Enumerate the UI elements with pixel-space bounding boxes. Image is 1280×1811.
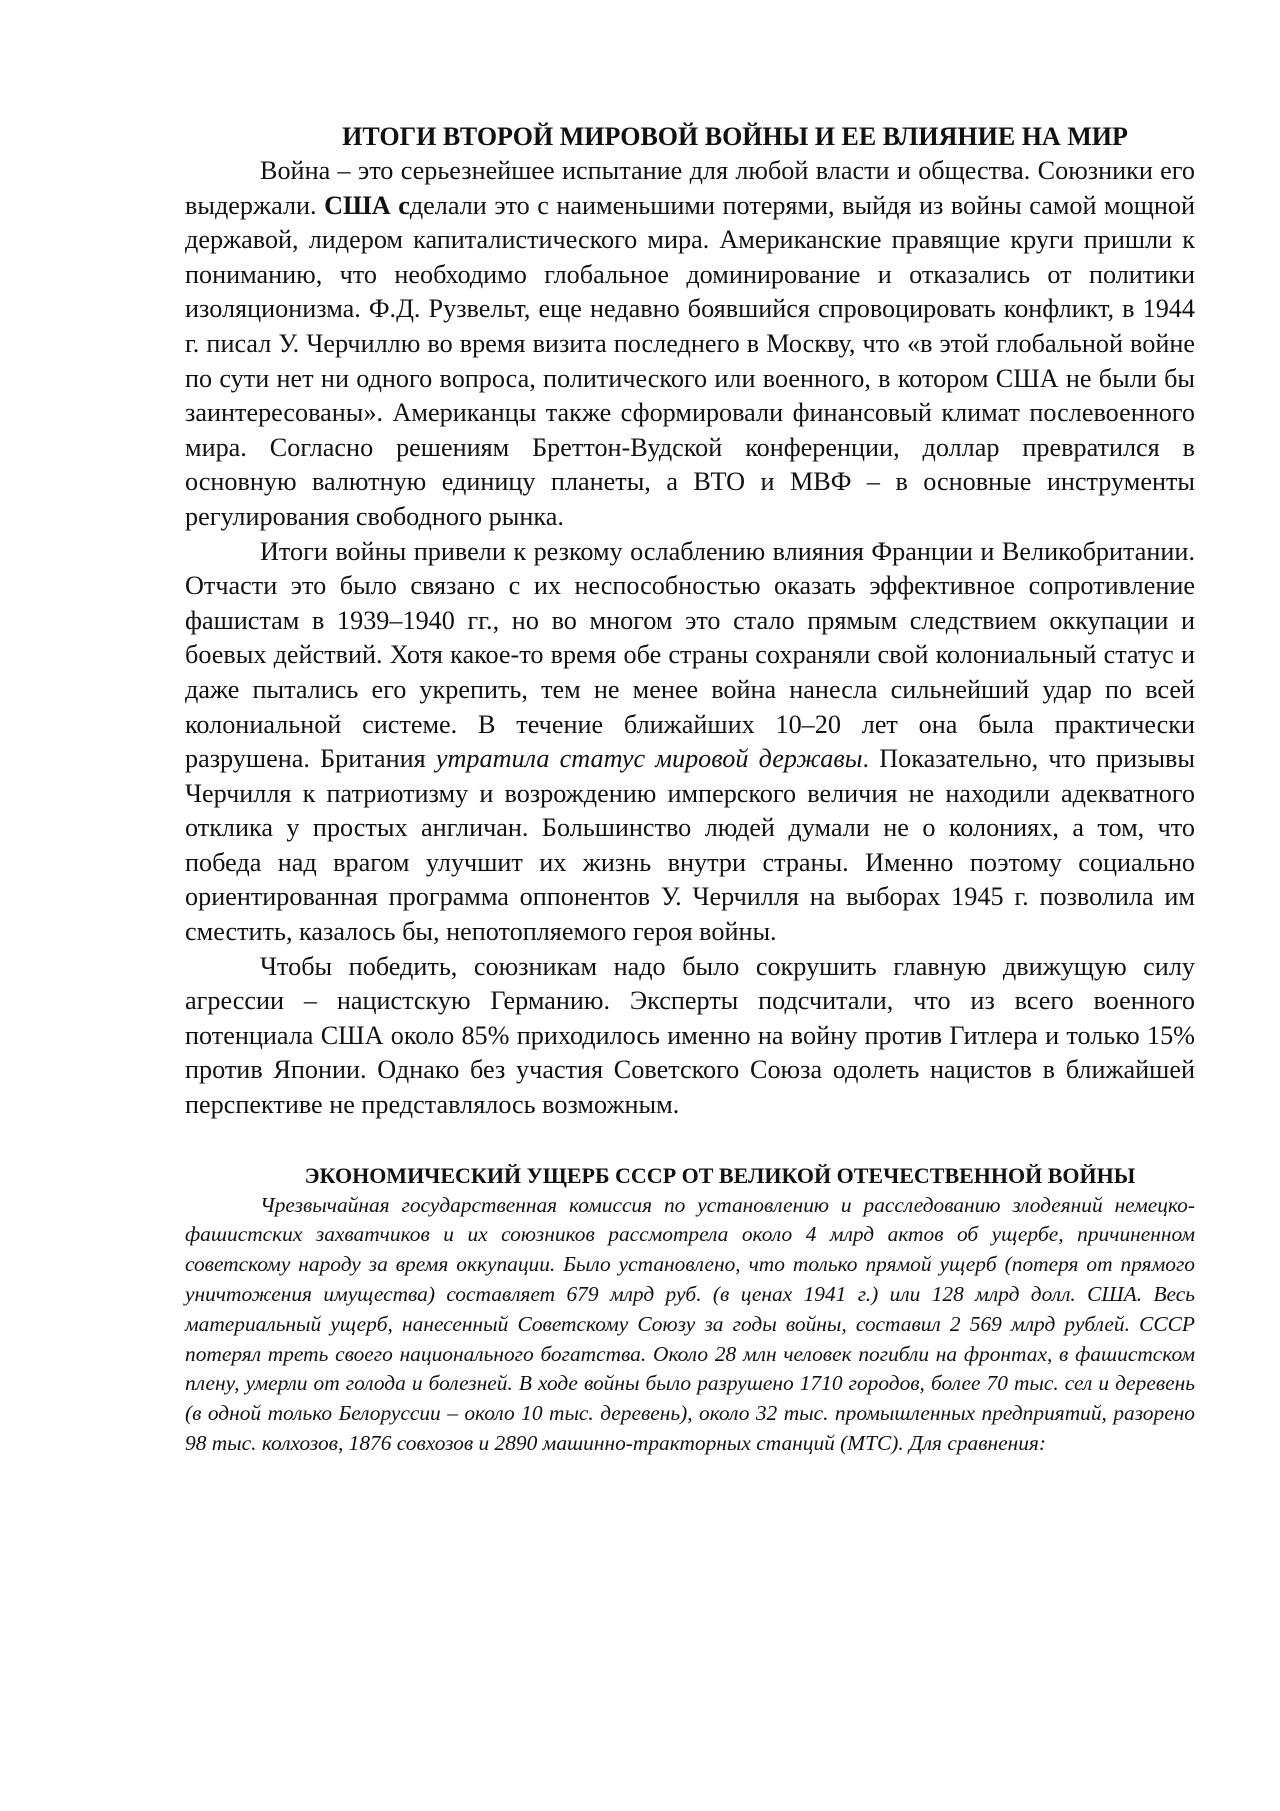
paragraph-usa-rest: делали это с наименьшими потерями, выйдя из войны самой мощной державой, лидером капиталистического мира. Американские правящие круги пришли к пониманию, что необходимо глобальное доминирование и отказались от политики изоляционизма. Ф.Д. Рузвельт, еще недавно боявшийся спровоцировать конфликт, в 1944 г. писал У. Черчиллю во время визита последнего в Москву, что «в этой глобальной войне по сути нет ни одного вопроса, политического или военного, в котором США не были бы заинтересованы». Американцы также сформировали финансовый климат послевоенного мира. Согласно решениям Бреттон-Вудской конференции, доллар превратился в основную валютную единицу планеты, а ВТО и МВФ – в основные инструменты регулирования свободного рынка. [185, 190, 1196, 531]
document-page [185, 120, 1195, 1459]
bold-usa: США с [324, 190, 410, 220]
paragraph-france-britain-start: Итоги войны привели к резкому ослаблению влияния Франции и Великобритании. Отчасти это было связано с их неспособностью оказать эффективное сопротивление фашистам в 1939–1940 гг., но во многом это стало прямым следствием оккупации и боевых действий. Хотя какое-то время обе страны сохраняли свой колониальный статус и даже пытались его укрепить, тем не менее война нанесла сильнейший удар по всей колониальной системе. В течение ближайших 10–20 лет она была практически разрушена. Британия [185, 536, 1195, 774]
section-subtitle: ЭКОНОМИЧЕСКИЙ УЩЕРБ СССР ОТ ВЕЛИКОЙ ОТЕЧЕСТВЕННОЙ ВОЙНЫ [304, 1162, 1136, 1188]
paragraph-germany: Чтобы победить, союзникам надо было сокрушить главную движущую силу агрессии – нацистскую Германию. Эксперты подсчитали, что из всего военного потенциала США около 85% приходилось именно на войну против Гитлера и только 15% против Японии. Однако без участия Советского Союза одолеть нацистов в ближайшей перспективе не представлялось возможным. [185, 951, 1195, 1120]
paragraph-usa-start: Война – это серьезнейшее испытание для любой власти и общества. Союзники его выдержали. [185, 156, 1195, 220]
document-title: ИТОГИ ВТОРОЙ МИРОВОЙ ВОЙНЫ И ЕЕ ВЛИЯНИЕ НА МИР [342, 122, 1128, 151]
damage-section [185, 1191, 1195, 1459]
paragraph-france-britain-rest: . Показательно, что призывы Черчилля к патриотизму и возрождению имперского величия не находили адекватного отклика у простых англичан. Большинство людей думали не о колониях, а том, что победа над врагом улучшит их жизнь внутри страны. Именно поэтому социально ориентированная программа оппонентов У. Черчилля на выборах 1945 г. позволила им сместить, казалось бы, непотопляемого героя войны. [185, 744, 1195, 947]
paragraph-usa [185, 154, 1195, 535]
main-text [185, 154, 1195, 1123]
paragraph-france-britain [185, 535, 1195, 950]
italic-phrase: утратила статус мировой державы [435, 744, 863, 774]
paragraph-damage: Чрезвычайная государственная комиссия по установлению и расследованию злодеяний немецко-фашистских захватчиков и их союзников рассмотрела около 4 млрд актов об ущербе, причиненном советскому народу за время оккупации. Было установлено, что только прямой ущерб (потеря от прямого уничтожения имущества) составляет 679 млрд руб. (в ценах 1941 г.) или 128 млрд долл. США. Весь материальный ущерб, нанесенный Советскому Союзу за годы войны, составил 2 569 млрд рублей. СССР потерял треть своего национального богатства. Около 28 млн человек погибли на фронтах, в фашистском плену, умерли от голода и болезней. В ходе войны было разрушено 1710 городов, более 70 тыс. сел и деревень (в одной только Белоруссии – около 10 тыс. деревень), около 32 тыс. промышленных предприятий, разорено 98 тыс. колхозов, 1876 совхозов и 2890 машинно-тракторных станций (МТС). Для сравнения: [185, 1192, 1195, 1455]
